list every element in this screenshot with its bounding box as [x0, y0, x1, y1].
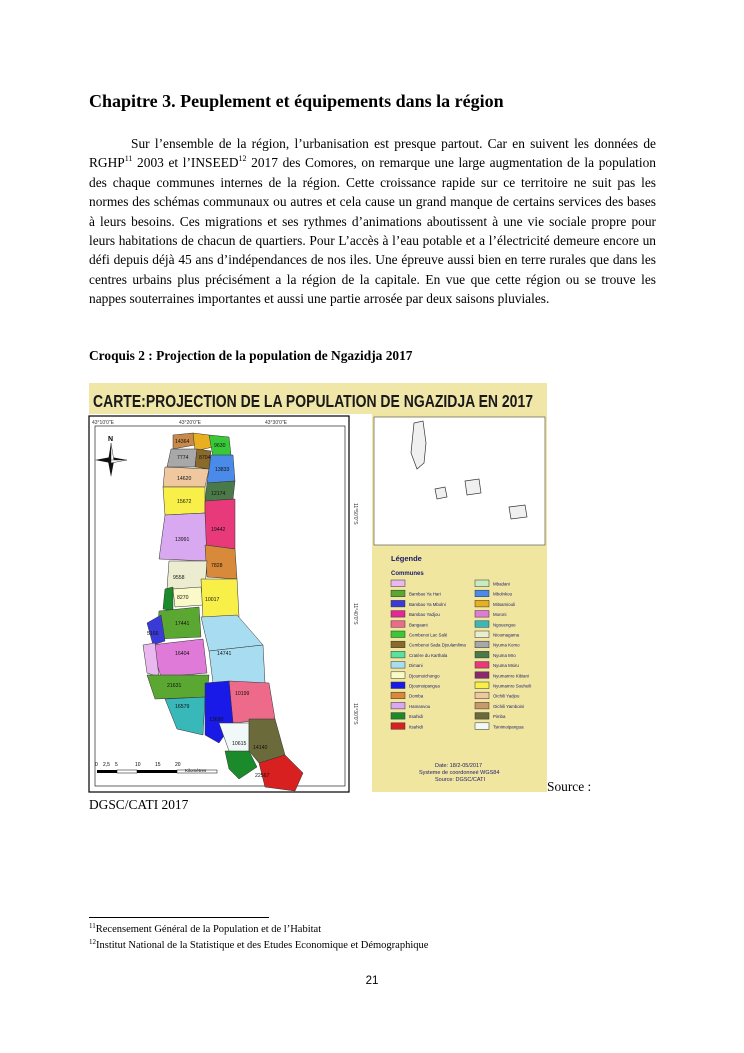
legend-label: Ngouengoe [493, 622, 516, 628]
legend-swatch [391, 662, 405, 669]
legend-label: Hamanvou [409, 703, 431, 709]
lon-label-3: 43°30'0"E [265, 420, 287, 426]
scale-label: 5 [115, 762, 118, 768]
pop-label: 12174 [211, 491, 226, 497]
legend-swatch [391, 641, 405, 648]
pop-label: 13833 [215, 467, 230, 473]
legend-label: Cembenoi Lac Salé [409, 632, 448, 638]
paragraph-part-2: 2003 et l’INSEED [132, 155, 239, 171]
legend-swatch [391, 692, 405, 699]
pop-label: 21631 [167, 683, 182, 689]
legend-label: Bambao Ya Mbolni [409, 601, 446, 607]
legend-label: Oichili Yadjou [493, 693, 520, 699]
lat-label-3: 11°30'0"S [352, 703, 358, 725]
paragraph-part-3: 2017 des Comores, on remarque une large augmentation de la population des chaque communes internes de la région. Cette croissance rapide sur ce territoire ne suit pas les normes des schémas communaux ou autres et cela cause un grand manque de certains services des bases à leurs besoins. Ces migrations et ses rythmes d’animations aboutissent à une vie sociale propre pour leurs habitations de chacun de quartiers. Pour L’accès à l’eau potable et a l’électricité demeure encore un défi depuis déjà 45 ans d’indépendances de nos iles. Une épreuve aussi bien en terre rurales que dans les centres urbains plus précisément a la région de la capitale. En vue que cette région ou se trouve les nappes souterraines importantes et aussi une partie arrosée par deux saisons pluviales. [89, 155, 656, 307]
legend-label: Nioumagama [493, 632, 520, 638]
source-value: DGSC/CATI 2017 [89, 797, 189, 812]
footnote-text: Recensement Général de la Population et de l’Habitat [95, 924, 322, 935]
scale-label: 15 [155, 762, 161, 768]
page-number: 21 [365, 975, 379, 987]
legend-label: Mbolnkou [493, 591, 513, 597]
pop-label: 14620 [177, 476, 192, 482]
pop-label: 5166 [147, 631, 159, 637]
scale-label: 20 [175, 762, 181, 768]
scale-label: 10 [135, 762, 141, 768]
legend-subtitle: Communes [391, 571, 424, 577]
legend-swatch [475, 672, 489, 679]
legend-swatch [475, 692, 489, 699]
lon-label-2: 43°20'0"E [179, 420, 201, 426]
legend-label: Mbadani [493, 581, 510, 587]
scale-unit: Kilomètres [185, 768, 207, 773]
legend-label: Itsahidi [409, 724, 423, 730]
footnote-number: 12 [89, 938, 96, 946]
legend-label: Domba [409, 693, 424, 699]
legend-swatch [475, 641, 489, 648]
pop-label: 17441 [175, 621, 190, 627]
legend-swatch [391, 713, 405, 720]
pop-label: 22567 [255, 773, 270, 779]
legend-label: Dimani [409, 663, 423, 669]
pop-label: 16404 [175, 651, 190, 657]
pop-label: 14741 [217, 651, 232, 657]
legend-label: Nyuma Mro [493, 652, 516, 658]
legend-swatch [475, 682, 489, 689]
legend-label: Cratère du Karthala [409, 652, 448, 658]
legend-label: Bambao Ya Hari [409, 591, 441, 597]
legend-label: Bambao Yadjou [409, 612, 440, 618]
legend-swatch [391, 621, 405, 628]
pop-label: 19442 [211, 527, 226, 533]
legend-label: Pimba [493, 714, 506, 720]
pop-label: 10199 [235, 691, 250, 697]
footnote-11 [89, 924, 321, 935]
footnote-12 [89, 940, 428, 951]
legend-swatch [391, 580, 405, 587]
map-coord-system: Systeme de coordonneé WGS84 [419, 770, 500, 776]
paragraph-part-1: Sur l’ensemble de la région, l’urbanisation est presque partout. Car en suivent les données de RGHP [89, 136, 656, 171]
pop-label: 13690 [209, 717, 224, 723]
pop-label: 8704 [199, 455, 211, 461]
legend-swatch [475, 662, 489, 669]
pop-label: 9558 [173, 575, 185, 581]
pop-label: 15672 [177, 499, 192, 505]
pop-label: 7828 [211, 563, 223, 569]
legend-swatch [475, 611, 489, 618]
legend-title: Légende [391, 554, 422, 563]
figure-caption: Croquis 2 : Projection de la population de Ngazidja 2017 [89, 348, 413, 363]
legend-swatch [391, 651, 405, 658]
legend-swatch [391, 702, 405, 709]
legend-swatch [391, 590, 405, 597]
legend-label: Nyuma Komo [493, 642, 520, 648]
chapter-heading: Chapitre 3. Peuplement et équipements dans la région [89, 91, 504, 111]
legend-swatch [475, 600, 489, 607]
pop-label: 7774 [177, 455, 189, 461]
legend-label: Djoumoichongo [409, 673, 440, 679]
legend-swatch [475, 713, 489, 720]
pop-label: 10615 [232, 741, 247, 747]
legend-label: Nyumamro Kibiani [493, 673, 529, 679]
pop-label: 8270 [177, 595, 189, 601]
legend-swatch [475, 631, 489, 638]
lat-label-1: 11°50'0"S [352, 503, 358, 525]
footnote-ref-11[interactable]: 11 [124, 154, 133, 164]
scale-label: 2,5 [103, 762, 110, 768]
population-map [89, 383, 547, 792]
pop-label: 13991 [175, 537, 190, 543]
legend-swatch [391, 672, 405, 679]
legend-swatch [391, 611, 405, 618]
pop-label: 14364 [175, 439, 190, 445]
north-label: N [108, 436, 114, 443]
legend-label: Moroni [493, 612, 507, 618]
legend-swatch [475, 580, 489, 587]
map-date: Date: 18/2-05/2017 [435, 763, 483, 769]
legend-swatch [391, 631, 405, 638]
footnote-number: 11 [89, 922, 96, 930]
footnote-ref-12[interactable]: 12 [238, 154, 247, 164]
legend-label: Cembenoi Sada Djoulamlima [409, 642, 466, 648]
footnote-text: Institut National de la Statistique et des Etudes Economique et Démographique [96, 940, 429, 951]
source-label: Source : [547, 779, 592, 794]
legend-label: Tsinimoipangua [493, 724, 524, 730]
legend-swatch [475, 590, 489, 597]
legend-swatch [391, 682, 405, 689]
pop-label: 16579 [175, 704, 190, 710]
legend-swatch [391, 723, 405, 730]
map-title: CARTE:PROJECTION DE LA POPULATION DE NGAZIDJA EN 2017 [93, 391, 533, 411]
lat-label-2: 11°40'0"S [352, 603, 358, 625]
legend-swatch [475, 651, 489, 658]
lon-label-1: 43°10'0"E [92, 420, 114, 426]
legend-label: Bangaani [409, 622, 428, 628]
scale-label: 0 [95, 762, 98, 768]
footnote-divider [89, 917, 269, 918]
legend-label: Itsahidi [409, 714, 423, 720]
legend-swatch [475, 723, 489, 730]
body-paragraph [89, 134, 656, 309]
legend-label: Djoumoipangua [409, 683, 440, 689]
legend-label: Mitsamiouli [493, 601, 515, 607]
legend-swatch [391, 600, 405, 607]
legend-swatch [475, 621, 489, 628]
map-source: Source: DGSC/CATI [435, 777, 486, 783]
legend-label: Oichili Yamboini [493, 703, 525, 709]
legend-label: Nyumamro Souheili [493, 683, 532, 689]
pop-label: 14140 [253, 745, 268, 751]
pop-label: 9630 [214, 443, 226, 449]
pop-label: 10017 [205, 597, 220, 603]
legend-swatch [475, 702, 489, 709]
legend-label: Nyuma Msiru [493, 663, 519, 669]
